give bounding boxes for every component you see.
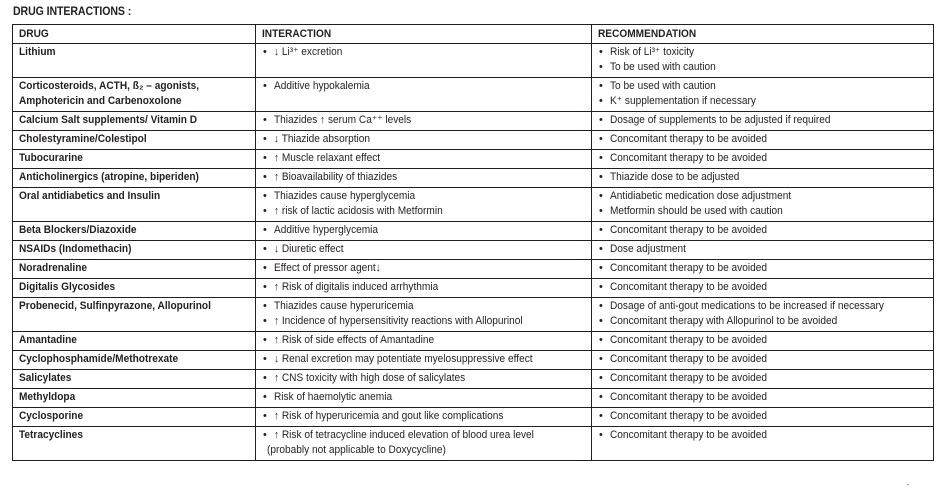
- interaction-bullet: • Thiazides ↑ serum Ca⁺⁺ levels: [262, 113, 586, 128]
- interaction-bullet: (probably not applicable to Doxycycline): [267, 444, 446, 456]
- recommendation-cell: [592, 389, 934, 408]
- recommendation-cell: [592, 188, 934, 222]
- interaction-cell: [256, 222, 592, 241]
- drug-cell: [13, 222, 256, 241]
- drug-name-line: Tetracyclines: [19, 429, 83, 441]
- interaction-cell: [256, 370, 592, 389]
- recommendation-bullet: • K⁺ supplementation if necessary: [598, 94, 928, 109]
- drug-cell: [13, 44, 256, 78]
- recommendation-bullet: • Concomitant therapy to be avoided: [598, 151, 928, 166]
- drug-cell: [13, 279, 256, 298]
- table-row: [13, 112, 934, 131]
- recommendation-bullet: • Concomitant therapy to be avoided: [598, 132, 928, 147]
- drug-name-line: Amphotericin and Carbenoxolone: [19, 95, 182, 107]
- recommendation-bullet: • Concomitant therapy to be avoided: [598, 390, 928, 405]
- interaction-bullet: • ↑ Risk of hyperuricemia and gout like complications: [262, 409, 586, 424]
- interaction-bullet: • ↓ Diuretic effect: [262, 242, 586, 257]
- recommendation-cell: [592, 260, 934, 279]
- drug-name-line: Digitalis Glycosides: [19, 281, 116, 293]
- interaction-cell: [256, 279, 592, 298]
- drug-cell: [13, 188, 256, 222]
- table-row: [13, 427, 934, 461]
- page-corner-mark: -: [906, 482, 909, 489]
- drug-name-line: Amantadine: [19, 334, 77, 346]
- table-row: [13, 351, 934, 370]
- recommendation-bullet: • Thiazide dose to be adjusted: [598, 170, 928, 185]
- drug-cell: [13, 408, 256, 427]
- interaction-cell: [256, 351, 592, 370]
- interaction-bullet: • Risk of haemolytic anemia: [262, 390, 586, 405]
- recommendation-bullet: • Concomitant therapy to be avoided: [598, 261, 928, 276]
- drug-name-line: Probenecid, Sulfinpyrazone, Allopurinol: [19, 300, 211, 312]
- drug-cell: [13, 370, 256, 389]
- drug-cell: [13, 351, 256, 370]
- interaction-cell: [256, 260, 592, 279]
- drug-cell: [13, 131, 256, 150]
- recommendation-cell: [592, 78, 934, 112]
- drug-cell: [13, 169, 256, 188]
- recommendation-bullet: • Dosage of supplements to be adjusted if required: [598, 113, 928, 128]
- recommendation-bullet: • Dosage of anti-gout medications to be increased if necessary: [598, 299, 928, 314]
- drug-interactions-table: [12, 24, 934, 461]
- recommendation-bullet: • Concomitant therapy to be avoided: [598, 223, 928, 238]
- table-row: [13, 389, 934, 408]
- drug-cell: [13, 389, 256, 408]
- table-row: [13, 298, 934, 332]
- recommendation-bullet: • Metformin should be used with caution: [598, 204, 928, 219]
- interaction-bullet: • ↑ Incidence of hypersensitivity reactions with Allopurinol: [262, 314, 586, 329]
- drug-name-line: Salicylates: [19, 372, 72, 384]
- interaction-bullet: • ↑ Risk of tetracycline induced elevation of blood urea level: [262, 428, 586, 443]
- interaction-cell: [256, 112, 592, 131]
- recommendation-bullet: • Concomitant therapy to be avoided: [598, 371, 928, 386]
- drug-name-line: NSAIDs (Indomethacin): [19, 243, 132, 255]
- table-row: [13, 169, 934, 188]
- recommendation-bullet: • To be used with caution: [598, 79, 928, 94]
- drug-name-line: Tubocurarine: [19, 152, 83, 164]
- drug-cell: [13, 112, 256, 131]
- interaction-cell: [256, 169, 592, 188]
- interaction-bullet: • ↑ Risk of digitalis induced arrhythmia: [262, 280, 586, 295]
- table-row: [13, 188, 934, 222]
- table-header-row: [13, 25, 934, 44]
- recommendation-cell: [592, 222, 934, 241]
- drug-cell: [13, 427, 256, 461]
- recommendation-bullet: • Antidiabetic medication dose adjustment: [598, 189, 928, 204]
- interaction-bullet: • ↑ Bioavailability of thiazides: [262, 170, 586, 185]
- recommendation-cell: [592, 241, 934, 260]
- recommendation-cell: [592, 370, 934, 389]
- drug-name-line: Lithium: [19, 46, 56, 58]
- interaction-bullet: • ↓ Renal excretion may potentiate myelosuppressive effect: [262, 352, 586, 367]
- recommendation-cell: [592, 150, 934, 169]
- interaction-bullet: • ↓ Thiazide absorption: [262, 132, 586, 147]
- interaction-cell: [256, 44, 592, 78]
- recommendation-bullet: • Concomitant therapy to be avoided: [598, 428, 928, 443]
- recommendation-cell: [592, 131, 934, 150]
- interaction-bullet: • Effect of pressor agent↓: [262, 261, 586, 276]
- recommendation-cell: [592, 298, 934, 332]
- recommendation-cell: [592, 408, 934, 427]
- table-row: [13, 131, 934, 150]
- drug-name-line: Beta Blockers/Diazoxide: [19, 224, 137, 236]
- table-row: [13, 260, 934, 279]
- recommendation-bullet: • Concomitant therapy with Allopurinol to be avoided: [598, 314, 928, 329]
- drug-name-line: Methyldopa: [19, 391, 76, 403]
- recommendation-bullet: • Risk of Li³⁺ toxicity: [598, 45, 928, 60]
- table-row: [13, 78, 934, 112]
- drug-cell: [13, 260, 256, 279]
- interaction-cell: [256, 188, 592, 222]
- drug-name-line: Calcium Salt supplements/ Vitamin D: [19, 114, 198, 126]
- drug-cell: [13, 298, 256, 332]
- recommendation-cell: [592, 427, 934, 461]
- recommendation-bullet: • Concomitant therapy to be avoided: [598, 352, 928, 367]
- interaction-bullet: • ↓ Li³⁺ excretion: [262, 45, 586, 60]
- table-row: [13, 332, 934, 351]
- interaction-bullet: • Thiazides cause hyperglycemia: [262, 189, 586, 204]
- interaction-cell: [256, 427, 592, 461]
- recommendation-cell: [592, 351, 934, 370]
- interaction-cell: [256, 389, 592, 408]
- section-heading: DRUG INTERACTIONS :: [13, 6, 132, 18]
- recommendation-bullet: • Dose adjustment: [598, 242, 928, 257]
- interaction-bullet: • ↑ Risk of side effects of Amantadine: [262, 333, 586, 348]
- drug-name-line: Oral antidiabetics and Insulin: [19, 190, 161, 202]
- interaction-bullet: • Additive hyperglycemia: [262, 223, 586, 238]
- recommendation-cell: [592, 44, 934, 78]
- table-row: [13, 370, 934, 389]
- drug-cell: [13, 78, 256, 112]
- table-row: [13, 279, 934, 298]
- column-header-recommendation: RECOMMENDATION: [592, 25, 934, 44]
- drug-cell: [13, 150, 256, 169]
- recommendation-cell: [592, 112, 934, 131]
- drug-name-line: Corticosteroids, ACTH, ß₂ – agonists,: [19, 80, 200, 92]
- table-row: [13, 222, 934, 241]
- recommendation-bullet: • To be used with caution: [598, 60, 928, 75]
- column-header-drug: DRUG: [13, 25, 256, 44]
- drug-name-line: Cyclosporine: [19, 410, 84, 422]
- table-row: [13, 241, 934, 260]
- interaction-bullet: • Thiazides cause hyperuricemia: [262, 299, 586, 314]
- recommendation-cell: [592, 332, 934, 351]
- interaction-cell: [256, 78, 592, 112]
- table-row: [13, 408, 934, 427]
- drug-cell: [13, 332, 256, 351]
- recommendation-cell: [592, 169, 934, 188]
- drug-name-line: Cholestyramine/Colestipol: [19, 133, 147, 145]
- drug-name-line: Noradrenaline: [19, 262, 88, 274]
- drug-name-line: Cyclophosphamide/Methotrexate: [19, 353, 179, 365]
- recommendation-cell: [592, 279, 934, 298]
- recommendation-bullet: • Concomitant therapy to be avoided: [598, 333, 928, 348]
- interaction-cell: [256, 298, 592, 332]
- interaction-cell: [256, 408, 592, 427]
- drug-name-line: Anticholinergics (atropine, biperiden): [19, 171, 199, 183]
- table-row: [13, 44, 934, 78]
- drug-cell: [13, 241, 256, 260]
- interaction-cell: [256, 131, 592, 150]
- column-header-interaction: INTERACTION: [256, 25, 592, 44]
- table-body: [13, 44, 934, 461]
- interaction-bullet: • Additive hypokalemia: [262, 79, 586, 94]
- interaction-cell: [256, 241, 592, 260]
- recommendation-bullet: • Concomitant therapy to be avoided: [598, 280, 928, 295]
- interaction-cell: [256, 332, 592, 351]
- table-row: [13, 150, 934, 169]
- interaction-cell: [256, 150, 592, 169]
- interaction-bullet: • ↑ risk of lactic acidosis with Metformin: [262, 204, 586, 219]
- interaction-bullet: • ↑ CNS toxicity with high dose of salicylates: [262, 371, 586, 386]
- recommendation-bullet: • Concomitant therapy to be avoided: [598, 409, 928, 424]
- interaction-bullet: • ↑ Muscle relaxant effect: [262, 151, 586, 166]
